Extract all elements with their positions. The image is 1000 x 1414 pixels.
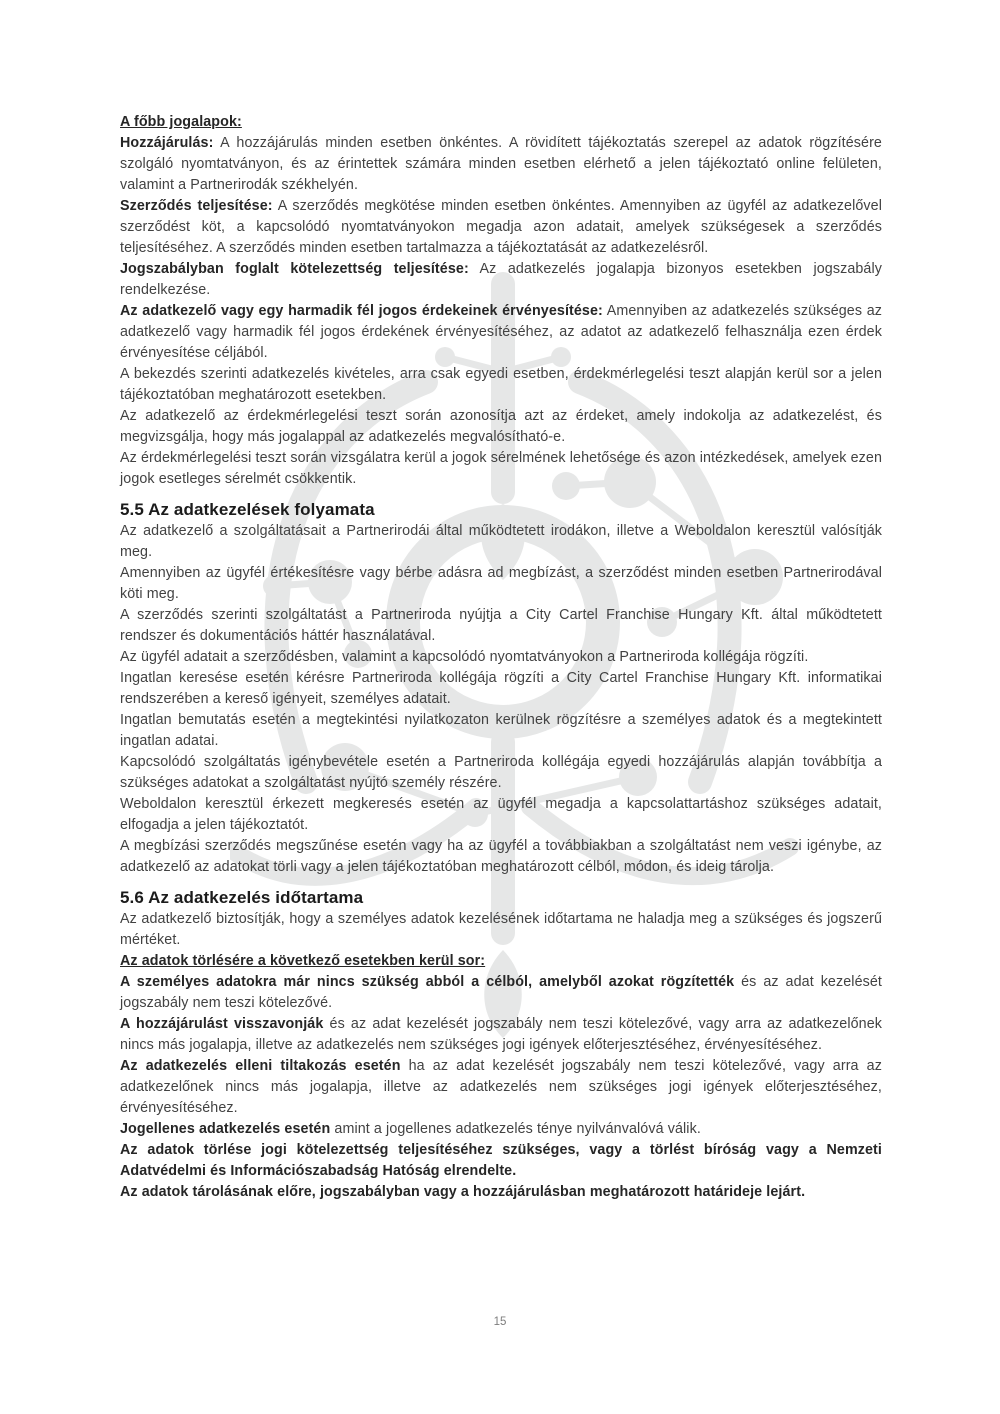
- paragraph-text: és az adat kezelését jogszabály nem teszi kötelezővé, vagy arra az adatkezelőnek nincs más jogalapja, illetve az adatkezelés nem szükséges jogi igények előterjesztéséhez, érvényesítéséhez.: [120, 1016, 883, 1053]
- paragraph-text: A hozzájárulás minden esetben önkéntes. A rövidített tájékoztatás szerepel az adatok rögzítésére szolgáló nyomtatványon, és az érintettek számára minden esetben elérhető a jelen tájékoztató online felületen, valamint a Partnerirodák székhelyén.: [120, 135, 882, 193]
- paragraph-lead: A személyes adatokra már nincs szükség abból a célból, amelyből azokat rögzítették: [120, 974, 735, 990]
- paragraph-lead: Az adatkezelő vagy egy harmadik fél jogos érdekeinek érvényesítése:: [120, 303, 603, 319]
- paragraph-identify-interest: Az adatkezelő az érdekmérlegelési teszt során azonosítja azt az érdeket, amely indokolja az adatkezelést, és megvizsgálja, hogy más jogalappal az adatkezelés megvalósítható-e.: [120, 408, 882, 445]
- paragraph-consent-withdrawn: [120, 1014, 882, 1056]
- paragraph: Az adatkezelő a szolgáltatásait a Partnerirodái által működtetett irodákon, illetve a Weboldalon keresztül valósítják meg.: [120, 523, 882, 560]
- paragraph: Amennyiben az ügyfél értékesítésre vagy bérbe adásra ad megbízást, a szerződést minden esetben Partnerirodával köti meg.: [120, 565, 882, 602]
- paragraph-no-longer-needed: [120, 972, 882, 1014]
- paragraph-objection: [120, 1056, 882, 1119]
- paragraph: A szerződés szerinti szolgáltatást a Partneriroda nyújtja a City Cartel Franchise Hungary Kft. által működtetett rendszer és dokumentációs háttér használatával.: [120, 607, 882, 644]
- paragraph-lead: Hozzájárulás:: [120, 135, 214, 151]
- subheading-legal-bases: A főbb jogalapok:: [120, 114, 242, 130]
- paragraph-contract: [120, 196, 882, 259]
- paragraph-unlawful-processing: [120, 1119, 882, 1140]
- paragraph-text: amint a jogellenes adatkezelés ténye nyilvánvalóvá válik.: [330, 1121, 701, 1137]
- paragraph: Kapcsolódó szolgáltatás igénybevétele esetén a Partneriroda kollégája egyedi hozzájárulás alapján továbbítja a szükséges adatokat a szolgáltatást nyújtó személy részére.: [120, 754, 882, 791]
- paragraph-obligation: [120, 259, 882, 301]
- subheading-deletion-cases: Az adatok törlésére a következő esetekben kerül sor:: [120, 953, 486, 969]
- paragraph: Ingatlan bemutatás esetén a megtekintési nyilatkozaton kerülnek rögzítésre a személyes adatok és a megtekintett ingatlan adatai.: [120, 712, 882, 749]
- paragraph-storage-deadline: Az adatok tárolásának előre, jogszabályban vagy a hozzájárulásban meghatározott határideje lejárt.: [120, 1184, 806, 1200]
- paragraph-text: és az adat kezelését jogszabály nem teszi kötelezővé.: [120, 974, 882, 1011]
- paragraph-consent: [120, 133, 882, 196]
- paragraph-lead: Jogszabályban foglalt kötelezettség teljesítése:: [120, 261, 469, 277]
- paragraph-legitimate-interest: [120, 301, 882, 364]
- section-heading-5-5: 5.5 Az adatkezelések folyamata: [120, 500, 375, 519]
- paragraph-text: ha az adat kezelését jogszabály nem teszi kötelezővé, vagy arra az adatkezelőnek nincs más jogalapja, illetve az adatkezelés nem szükséges jogi igények előterjesztéséhez, érvényesítéséhez.: [120, 1058, 882, 1116]
- section-heading-5-6: 5.6 Az adatkezelés időtartama: [120, 888, 364, 907]
- paragraph-text: Az adatkezelés jogalapja bizonyos esetekben jogszabály rendelkezése.: [120, 261, 882, 298]
- paragraph-duration-intro: Az adatkezelő biztosítják, hogy a személyes adatok kezelésének időtartama ne haladja meg a szükséges és jogszerű mértéket.: [120, 911, 882, 948]
- paragraph-lead: Szerződés teljesítése:: [120, 198, 273, 214]
- paragraph-lead: A hozzájárulást visszavonják: [120, 1016, 324, 1032]
- document-body: [120, 112, 882, 1203]
- page-number: 15: [493, 1316, 507, 1328]
- paragraph: Ingatlan keresése esetén kérésre Partneriroda kollégája rögzíti a City Cartel Franchise Hungary Kft. informatikai rendszerében a kereső igényeit, személyes adatait.: [120, 670, 882, 707]
- paragraph-text: A szerződés megkötése minden esetben önkéntes. Amennyiben az ügyfél az adatkezelővel szerződést köt, a kapcsolódó nyomtatványokon megadja azon adatait, amelyek szükségesek a szerződés teljesítéséhez. A szerződés minden esetben tartalmazza a tájékoztatását az adatkezelésről.: [120, 198, 882, 256]
- paragraph-court-order: Az adatok törlése jogi kötelezettség teljesítéséhez szükséges, vagy a törlést bíróság vagy a Nemzeti Adatvédelmi és Információszabadság Hatóság elrendelte.: [120, 1142, 882, 1179]
- paragraph: Az ügyfél adatait a szerződésben, valamint a kapcsolódó nyomtatványokon a Partneriroda kollégája rögzíti.: [120, 649, 809, 665]
- paragraph: Weboldalon keresztül érkezett megkeresés esetén az ügyfél megadja a kapcsolattartáshoz szükséges adatait, elfogadja a jelen tájékoztatót.: [120, 796, 882, 833]
- paragraph-text: Amennyiben az adatkezelés szükséges az adatkezelő vagy harmadik fél jogos érdekének érvényesítéséhez, az adatot az adatkezelő felhasználja ezen érdek érvényesítése céljából.: [120, 303, 882, 361]
- paragraph-lead: Az adatkezelés elleni tiltakozás esetén: [120, 1058, 401, 1074]
- paragraph-exception: A bekezdés szerinti adatkezelés kivételes, arra csak egyedi esetben, érdekmérlegelési teszt alapján kerül sor a jelen tájékoztatóban meghatározott esetekben.: [120, 366, 882, 403]
- paragraph-lead: Jogellenes adatkezelés esetén: [120, 1121, 331, 1137]
- paragraph-balancing-test: Az érdekmérlegelési teszt során vizsgálatra kerül a jogok sérelmének lehetősége és azon intézkedések, amelyek ezen jogok esetleges sérelmét csökkentik.: [120, 450, 882, 487]
- paragraph: A megbízási szerződés megszűnése esetén vagy ha az ügyfél a továbbiakban a szolgáltatást nem veszi igénybe, az adatkezelő az adatokat törli vagy a jelen tájékoztatóban meghatározott célból, módon, és ideig tárolja.: [120, 838, 882, 875]
